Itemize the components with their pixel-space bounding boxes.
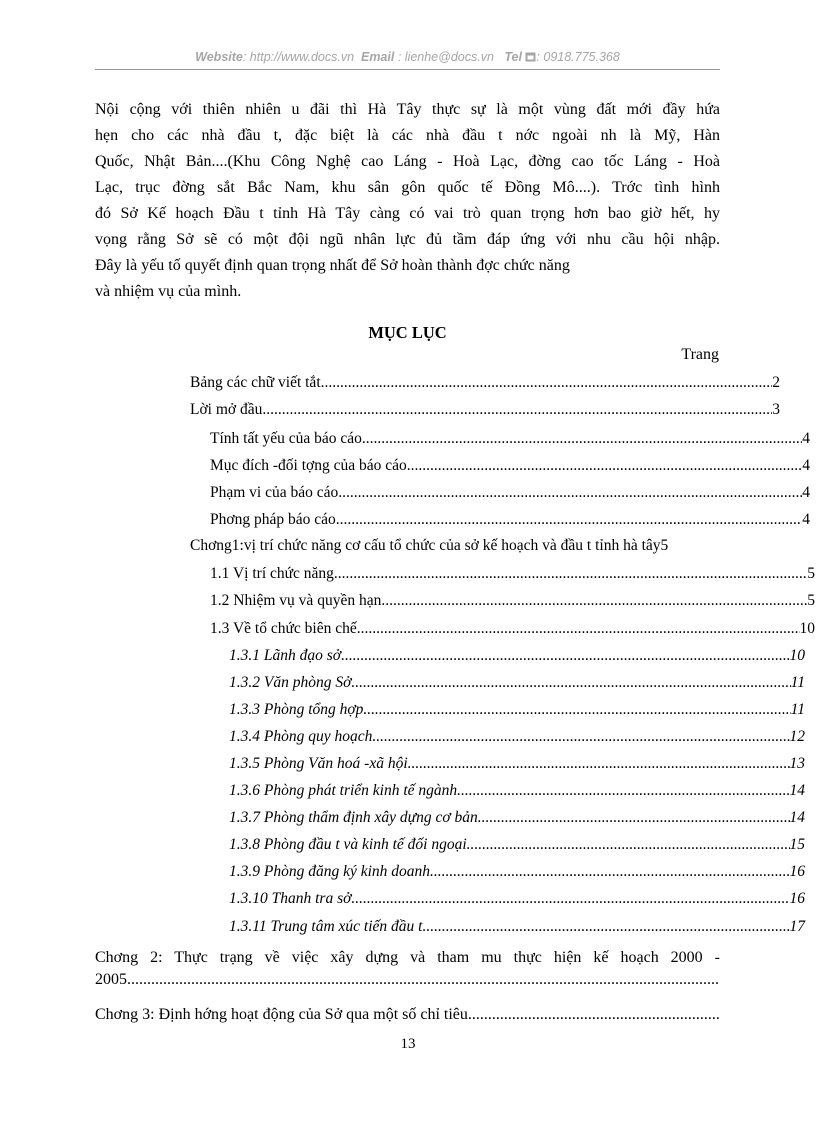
toc-entry-page: 4 — [802, 484, 810, 501]
toc-entry-page: 4 — [802, 430, 810, 447]
toc-leader — [372, 728, 789, 746]
toc-entry[interactable] — [229, 809, 805, 827]
toc-leader — [334, 565, 807, 583]
toc-entry[interactable] — [210, 457, 810, 475]
chapter-3-line — [95, 1006, 720, 1024]
toc-entry[interactable] — [229, 836, 805, 854]
toc-entry-page: 14 — [789, 809, 805, 826]
tel-value: : 0918.775.368 — [536, 50, 620, 64]
toc-entry-label: 1.3.6 Phòng phát triển kinh tế ngành — [229, 782, 458, 799]
toc-entry-label: 1.3.11 Trung tâm xúc tiến đầu t — [229, 918, 423, 935]
toc-entry-page: 15 — [789, 836, 805, 853]
page-header — [95, 50, 720, 64]
toc-entry-label: Phơng pháp báo cáo — [210, 511, 336, 528]
toc-entry[interactable] — [229, 755, 805, 773]
toc-entry-page: 12 — [789, 728, 805, 745]
toc-entry[interactable] — [210, 484, 810, 502]
toc-leader — [362, 430, 802, 448]
toc-entry[interactable] — [210, 565, 815, 583]
toc-entry-page: 17 — [789, 918, 805, 935]
chapter-2-line-2 — [95, 971, 720, 989]
toc-entry-page: 5 — [807, 592, 815, 609]
toc-entry-label: Chơng 3: Định hớng hoạt động của Sở qua một số chỉ tiêu — [95, 1006, 468, 1023]
toc-entry[interactable] — [229, 863, 805, 881]
toc-entry-page: 11 — [790, 674, 805, 691]
toc-entry-page: 10 — [789, 647, 805, 664]
toc-entry-page: 2 — [772, 374, 780, 391]
toc-entry-label: 1.3.3 Phòng tổng hợp — [229, 701, 364, 718]
toc-leader — [478, 809, 790, 827]
toc-page-header: Trang — [681, 346, 719, 363]
toc-leader — [363, 701, 790, 719]
toc-entry-label: Bảng các chữ viết tắt — [190, 374, 321, 391]
toc-leader — [341, 647, 789, 665]
toc-entry-label: 1.3.1 Lãnh đạo sở — [229, 647, 342, 664]
toc-leader — [457, 782, 789, 800]
toc-entry-label: 1.2 Nhiệm vụ và quyền hạn — [210, 592, 382, 609]
telephone-icon — [525, 50, 536, 64]
toc-entry[interactable] — [210, 430, 810, 448]
toc-leader — [351, 674, 790, 692]
toc-leader — [127, 971, 720, 989]
paragraph-line: vọng rằng Sở sẽ có một đội ngũ nhân lực đủ tầm đáp ứng với nhu cầu hội nhập. — [95, 231, 720, 248]
paragraph-line: Quốc, Nhật Bản....(Khu Công Nghệ cao Láng - Hoà Lạc, đờng cao tốc Láng - Hoà — [95, 153, 720, 170]
toc-entry-label: 1.3.8 Phòng đầu t và kinh tế đối ngoại — [229, 836, 467, 853]
toc-entry-label: Mục đích -đối tợng của báo cáo — [210, 457, 407, 474]
toc-entry-page: 5 — [660, 537, 669, 554]
toc-entry-label: Tính tất yếu của báo cáo — [210, 430, 362, 447]
toc-entry-label: Phạm vi của báo cáo — [210, 484, 339, 501]
email-label: Email — [360, 50, 395, 64]
toc-chapter-3[interactable] — [95, 1006, 720, 1024]
toc-entry[interactable] — [210, 511, 810, 529]
toc-leader — [351, 890, 789, 908]
paragraph-line: Lạc, trục đờng sắt Bắc Nam, khu sân gôn quốc tế Đồng Mô....). Trớc tình hình — [95, 179, 720, 196]
paragraph-line: hẹn cho các nhà đầu t, đặc biệt là các nhà đầu t nớc ngoài nh là Mỹ, Hàn — [95, 127, 720, 144]
website-label: Website — [195, 50, 243, 64]
website-value: : http://www.docs.vn — [242, 50, 355, 64]
toc-entry[interactable] — [190, 401, 780, 419]
toc-entry-label: 1.3.10 Thanh tra sở — [229, 890, 352, 907]
toc-entry-page: 4 — [802, 511, 810, 528]
toc-entry-label: 1.3.7 Phòng thẩm định xây dựng cơ bản — [229, 809, 478, 826]
paragraph-line: Nội cộng với thiên nhiên u đãi thì Hà Tây thực sự là một vùng đất mới đầy hứa — [95, 101, 720, 118]
toc-entry[interactable] — [229, 918, 805, 936]
toc-entry-page: 14 — [789, 782, 805, 799]
toc-entry[interactable] — [229, 782, 805, 800]
toc-entry-label: 1.3.4 Phòng quy hoạch — [229, 728, 373, 745]
toc-entry-page: 13 — [789, 755, 805, 772]
toc-entry-page: 4 — [802, 457, 810, 474]
toc-entry[interactable] — [229, 701, 805, 719]
intro-paragraph — [95, 97, 720, 305]
toc-entry-label: 1.3.5 Phòng Văn hoá -xã hội — [229, 755, 408, 772]
toc-entry-label: Chơng1:vị trí chức năng cơ cấu tổ chức của sở kế hoạch và đầu t tỉnh hà tây — [190, 537, 661, 554]
toc-leader — [468, 1006, 720, 1024]
toc-entry-page: 5 — [807, 565, 815, 582]
toc-leader — [467, 836, 790, 854]
toc-entry[interactable] — [190, 537, 810, 555]
toc-entry[interactable] — [210, 620, 815, 638]
toc-entry-page: 16 — [789, 863, 805, 880]
tel-label: Tel — [504, 50, 522, 64]
toc-entry-page: 3 — [772, 401, 780, 418]
toc-chapter-2[interactable] — [95, 949, 720, 988]
toc-entry-page: 16 — [789, 890, 805, 907]
chapter-2-line-1: Chơng 2: Thực trạng về việc xây dựng và tham mu thực hiện kế hoạch 2000 - — [95, 949, 720, 966]
toc-leader — [357, 620, 800, 638]
toc-title: MỤC LỤC — [368, 323, 447, 342]
toc-entry[interactable] — [210, 592, 815, 610]
paragraph-line: đó Sở Kế hoạch Đầu t tỉnh Hà Tây càng có vai trò quan trọng hơn bao giờ hết, hy — [95, 205, 720, 222]
email-value: : lienhe@docs.vn — [394, 50, 494, 64]
paragraph-line: và nhiệm vụ của mình. — [95, 283, 242, 300]
toc-leader — [408, 755, 790, 773]
toc-entry-label: 2005 — [95, 971, 127, 988]
toc-entry[interactable] — [229, 890, 805, 908]
toc-entry-label: 1.3.9 Phòng đăng ký kinh doanh — [229, 863, 431, 880]
toc-leader — [422, 918, 789, 936]
toc-entry[interactable] — [229, 647, 805, 665]
toc-entry-label: 1.1 Vị trí chức năng — [210, 565, 334, 582]
toc-entry-page: 11 — [790, 701, 805, 718]
page-number: 13 — [400, 1036, 416, 1052]
toc-leader — [407, 457, 803, 475]
toc-leader — [430, 863, 789, 881]
toc-entry[interactable] — [229, 674, 805, 692]
paragraph-line: Đây là yếu tố quyết định quan trọng nhất để Sở hoàn thành đợc chức năng — [95, 257, 570, 274]
toc-leader — [338, 484, 802, 502]
header-divider — [95, 69, 720, 70]
toc-entry[interactable] — [190, 374, 780, 392]
toc-leader — [262, 401, 772, 419]
toc-entry-label: 1.3 Về tổ chức biên chế — [210, 620, 357, 637]
toc-entry-page: 10 — [799, 620, 815, 637]
toc-leader — [381, 592, 807, 610]
toc-leader — [321, 374, 773, 392]
toc-entry-label: 1.3.2 Văn phòng Sở — [229, 674, 352, 691]
toc-entry[interactable] — [229, 728, 805, 746]
toc-entry-label: Lời mở đầu — [190, 401, 263, 418]
toc-leader — [336, 511, 803, 529]
